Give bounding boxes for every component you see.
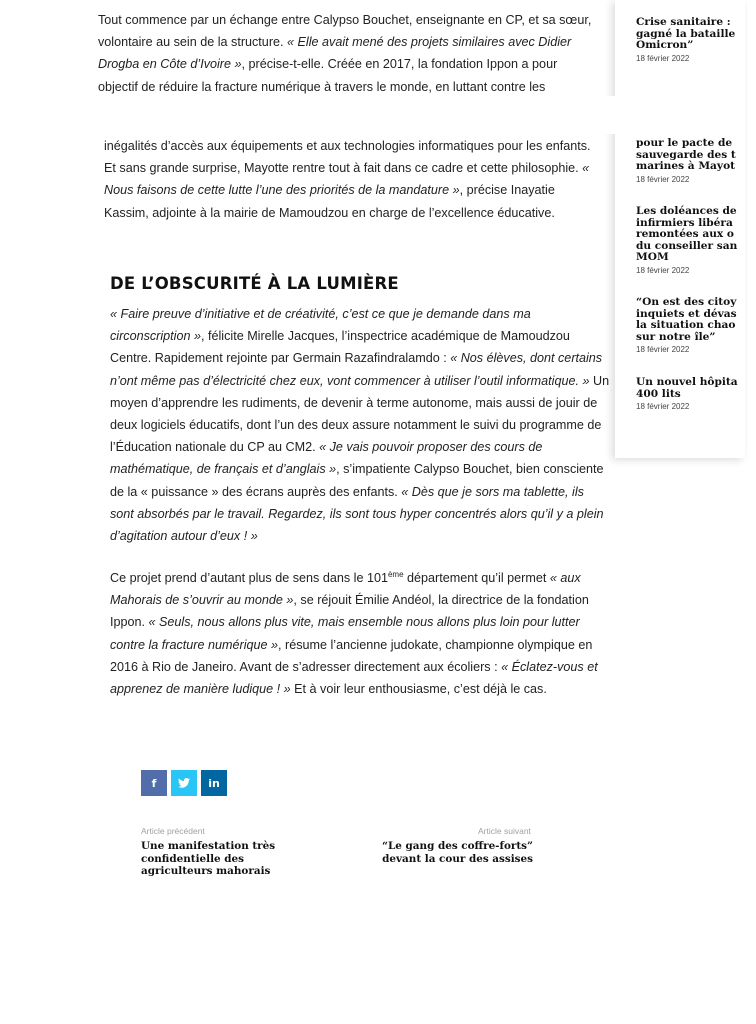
twitter-share-button[interactable] bbox=[171, 770, 197, 796]
section-heading: DE L’OBSCURITÉ À LA LUMIÈRE bbox=[110, 274, 399, 293]
article-paragraph-4: Ce projet prend d’autant plus de sens dans le 101ème département qu’il permet « aux Mahorais de s’ouvrir au monde », se réjouit Émilie Andéol, la directrice de la fondation Ippon. « Seuls, nous allons plus vite, mais ensemble nous allons plus loin pour lutter contre la fracture numérique », résume l’ancienne judokate, championne olympique en 2016 à Rio de Janeiro. Avant de s’adresser directement aux écoliers : « Éclatez-vous et apprenez de manière ludique ! » Et à voir leur enthousiasme, c’est déjà le cas. bbox=[110, 569, 598, 697]
linkedin-share-button[interactable] bbox=[201, 770, 227, 796]
sidebar-article-date: 18 février 2022 bbox=[636, 402, 690, 411]
sidebar-article-1[interactable] bbox=[636, 17, 756, 63]
sidebar-article-title: “On est des citoy bbox=[636, 296, 737, 308]
previous-article-kicker: Article précédent bbox=[141, 826, 205, 836]
sidebar-article-3[interactable] bbox=[636, 206, 756, 275]
next-article-kicker: Article suivant bbox=[478, 826, 531, 836]
sidebar-article-title: la situation chao bbox=[636, 319, 736, 331]
facebook-share-button[interactable] bbox=[141, 770, 167, 796]
sidebar-article-date: 18 février 2022 bbox=[636, 265, 690, 275]
sidebar-article-2[interactable] bbox=[636, 138, 756, 184]
sidebar-article-title: sauvegarde des t bbox=[636, 148, 736, 161]
sidebar-article-title: Omicron” bbox=[636, 39, 694, 51]
sidebar-article-title: inquiets et dévas bbox=[636, 307, 737, 320]
sidebar-article-title: Crise sanitaire : bbox=[636, 16, 731, 28]
facebook-icon: f bbox=[151, 776, 157, 790]
sidebar-article-title: gagné la bataille bbox=[636, 27, 736, 40]
sidebar-article-title: 400 lits bbox=[636, 387, 681, 400]
next-article-link[interactable]: “Le gang des coffre-forts” devant la cour des assises bbox=[382, 840, 533, 865]
article-paragraph-3: « Faire preuve d’initiative et de créativité, c’est ce que je demande dans ma circonscription », félicite Mirelle Jacques, l’inspectrice académique de Mamoudzou Centre. Rapidement rejointe par Germain Razafindralamdo : « Nos élèves, dont certains n’ont même pas d’électricité chez eux, vont commencer à utiliser l’outil informatique. » Un moyen d’apprendre les rudiments, de devenir à terme autonome, mais aussi de jouir de deux logiciels éducatifs, dont l’un des deux assure notamment le suivi du programme de l’Éducation nationale du CP au CM2. « Je vais pouvoir proposer des cours de mathématique, de français et d’anglais », s’impatiente Calypso Bouchet, bien consciente de la « puissance » des écrans auprès des enfants. « Dès que je sors ma tablette, ils sont absorbés par le travail. Regardez, ils sont tous hyper concentrés alors qu’il y a plein d’agitation autour d’eux ! » bbox=[110, 307, 610, 544]
linkedin-icon: in bbox=[208, 776, 220, 790]
sidebar-article-title: MOM bbox=[636, 251, 669, 263]
article-paragraph-2: inégalités d’accès aux équipements et aux technologies informatiques pour les enfants. Et sans grande surprise, Mayotte rentre tout à fait dans ce cadre et cette philosophie. « Nous faisons de cette lutte l’une des priorités de la mandature », précise Inayatie Kassim, adjointe à la mairie de Mamoudzou en charge de l’excellence éducative. bbox=[104, 139, 591, 220]
overlay-band bbox=[0, 96, 724, 134]
previous-article-link[interactable]: Une manifestation très confidentielle des agriculteurs mahorais bbox=[141, 840, 276, 878]
sidebar-article-4[interactable] bbox=[636, 297, 756, 354]
related-articles-sidebar bbox=[615, 0, 745, 458]
sidebar-article-title: Les doléances de bbox=[636, 205, 737, 217]
sidebar-article-title: marines à Mayot bbox=[636, 160, 736, 172]
twitter-icon bbox=[178, 778, 190, 788]
sidebar-article-title: remontées aux o bbox=[636, 228, 734, 240]
sidebar-article-title: du conseiller san bbox=[636, 239, 738, 252]
sidebar-article-5[interactable] bbox=[636, 377, 756, 411]
sidebar-article-date: 18 février 2022 bbox=[636, 174, 690, 184]
sidebar-article-title: Un nouvel hôpita bbox=[636, 376, 738, 388]
sidebar-article-title: pour le pacte de bbox=[636, 137, 733, 149]
sidebar-article-date: 18 février 2022 bbox=[636, 345, 690, 354]
sidebar-article-title: infirmiers libéra bbox=[636, 216, 733, 229]
sidebar-article-date: 18 février 2022 bbox=[636, 53, 690, 63]
sidebar-article-title: sur notre île” bbox=[636, 330, 716, 343]
article-paragraph-1: Tout commence par un échange entre Calypso Bouchet, enseignante en CP, et sa sœur, volontaire au sein de la structure. « Elle avait mené des projets similaires avec Didier Drogba en Côte d’Ivoire », précise-t-elle. Créée en 2017, la fondation Ippon a pour objectif de réduire la fracture numérique à travers le monde, en luttant contre les bbox=[98, 13, 592, 94]
